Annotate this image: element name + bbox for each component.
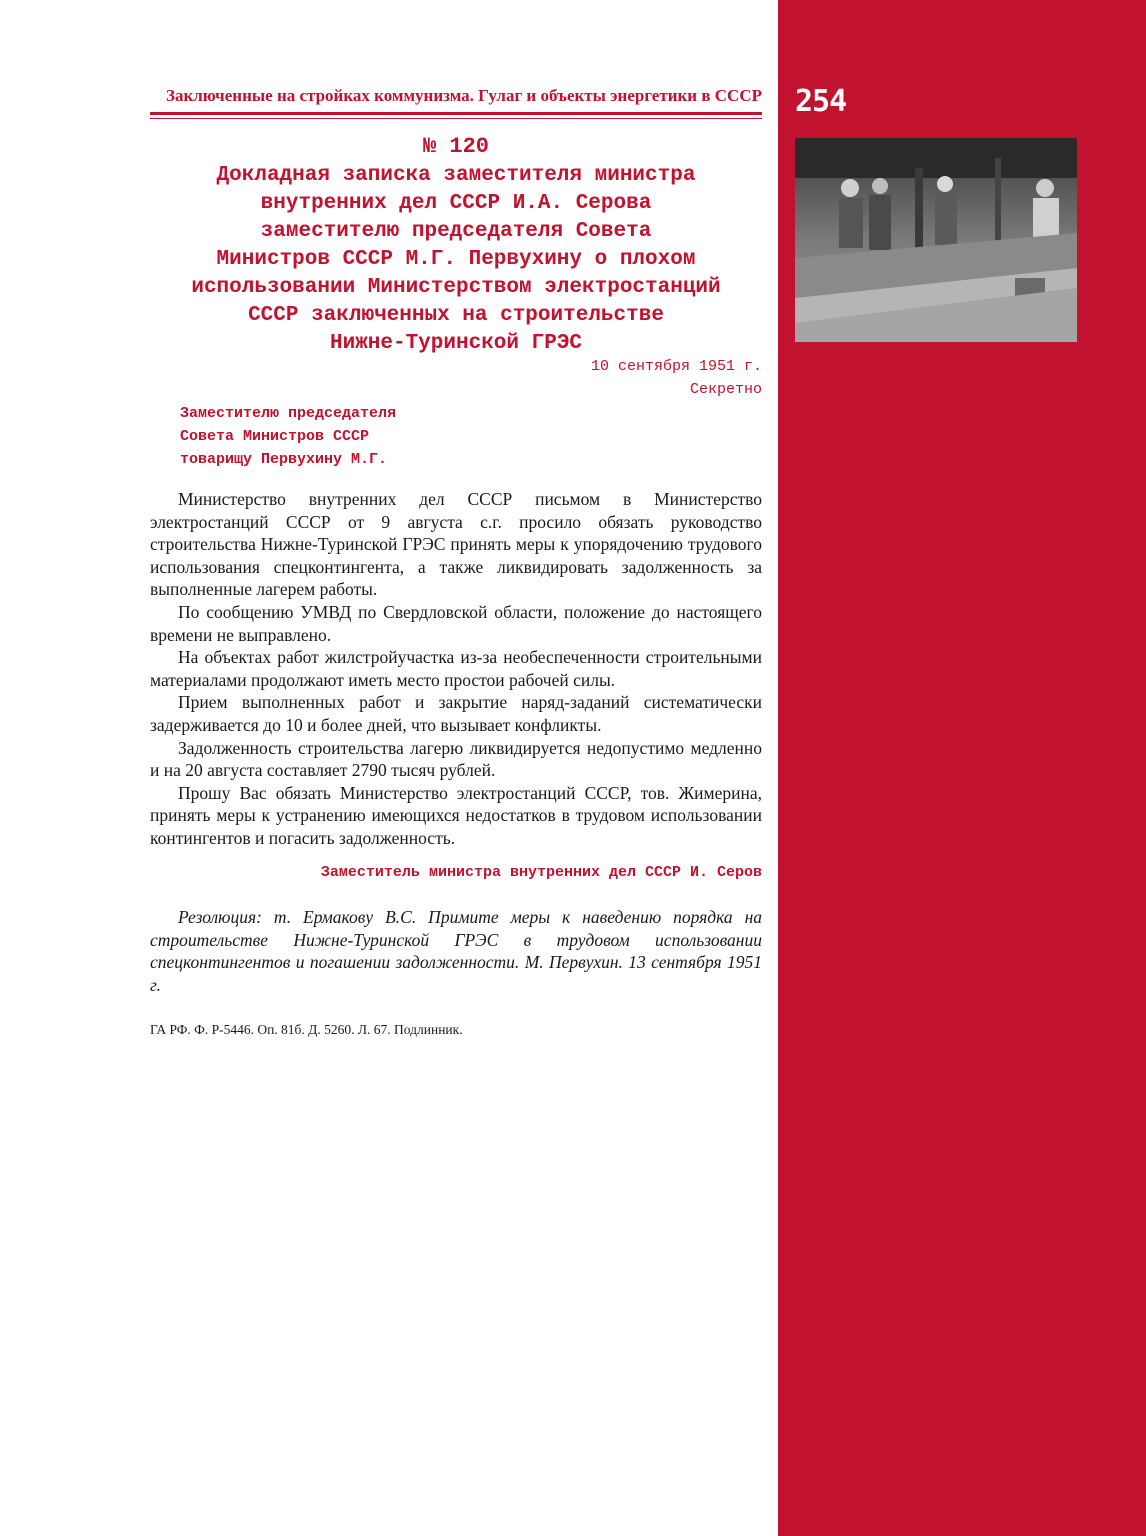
document-number: № 120: [422, 134, 489, 159]
body-paragraph: Прием выполненных работ и закрытие наряд-заданий систематически задерживается до 10 и более дней, что вызывает конфликты.: [150, 692, 762, 735]
body-paragraph: На объектах работ жилстройучастка из-за необеспеченности строительными материалами продолжают иметь место простои рабочей силы.: [150, 647, 762, 690]
addressee-line: Совета Министров СССР: [180, 428, 370, 445]
archival-photo: [795, 138, 1077, 342]
body-paragraph: По сообщению УМВД по Свердловской области, положение до настоящего времени не выправлено.: [150, 601, 762, 645]
running-head: Заключенные на стройках коммунизма. Гулаг и объекты энергетики в СССР: [166, 86, 762, 105]
addressee-line: Заместителю председателя: [180, 405, 397, 422]
rule-thick: [150, 112, 762, 115]
title-line: Докладная записка заместителя министра: [216, 164, 696, 187]
title-line: Министров СССР М.Г. Первухину о плохом: [216, 248, 696, 271]
archive-source-note: ГА РФ. Ф. Р-5446. Оп. 81б. Д. 5260. Л. 67. Подлинник.: [150, 1022, 463, 1037]
header-double-rule: [150, 112, 762, 119]
addressee-line: товарищу Первухину М.Г.: [180, 451, 388, 468]
archival-photo-image: [795, 138, 1077, 342]
signature-line: Заместитель министра внутренних дел СССР И. Серов: [320, 864, 762, 881]
body-paragraph: Прошу Вас обязать Министерство электростанций СССР, тов. Жимерина, принять меры к устранению имеющихся недостатков в трудовом использовании контингентов и погасить задолженность.: [150, 782, 762, 848]
rule-thin: [150, 118, 762, 119]
page-number: 254: [795, 84, 847, 119]
classification-mark: Секретно: [689, 381, 762, 398]
title-line: внутренних дел СССР И.А. Серова: [260, 192, 652, 215]
body-paragraph: Министерство внутренних дел СССР письмом в Министерство электростанций СССР от 9 августа с.г. просило обязать руководство строительства Нижне-Туринской ГРЭС принять меры к упорядочению трудового использования спецконтингента, а также ликвидировать задолженность за выполненные лагерем работы.: [150, 489, 762, 600]
document-body: [150, 488, 762, 850]
title-line: СССР заключенных на строительстве: [248, 304, 664, 327]
body-paragraph: Задолженность строительства лагерю ликвидируется недопустимо медленно и на 20 августа составляет 2790 тысяч рублей.: [150, 737, 762, 781]
resolution-note: Резолюция: т. Ермакову В.С. Примите меры к наведению порядка на строительстве Нижне-Туринской ГРЭС в трудовом использовании спецконтингентов и погашении задолженности. М. Первухин. 13 сентября 1951 г.: [150, 907, 762, 995]
title-line: заместителю председателя Совета: [260, 220, 652, 243]
title-line: Нижне-Туринской ГРЭС: [329, 332, 583, 355]
title-line: использовании Министерством электростанций: [191, 276, 721, 299]
document-title: [150, 162, 762, 358]
document-date: 10 сентября 1951 г.: [590, 358, 762, 375]
addressee-block: [180, 402, 396, 471]
